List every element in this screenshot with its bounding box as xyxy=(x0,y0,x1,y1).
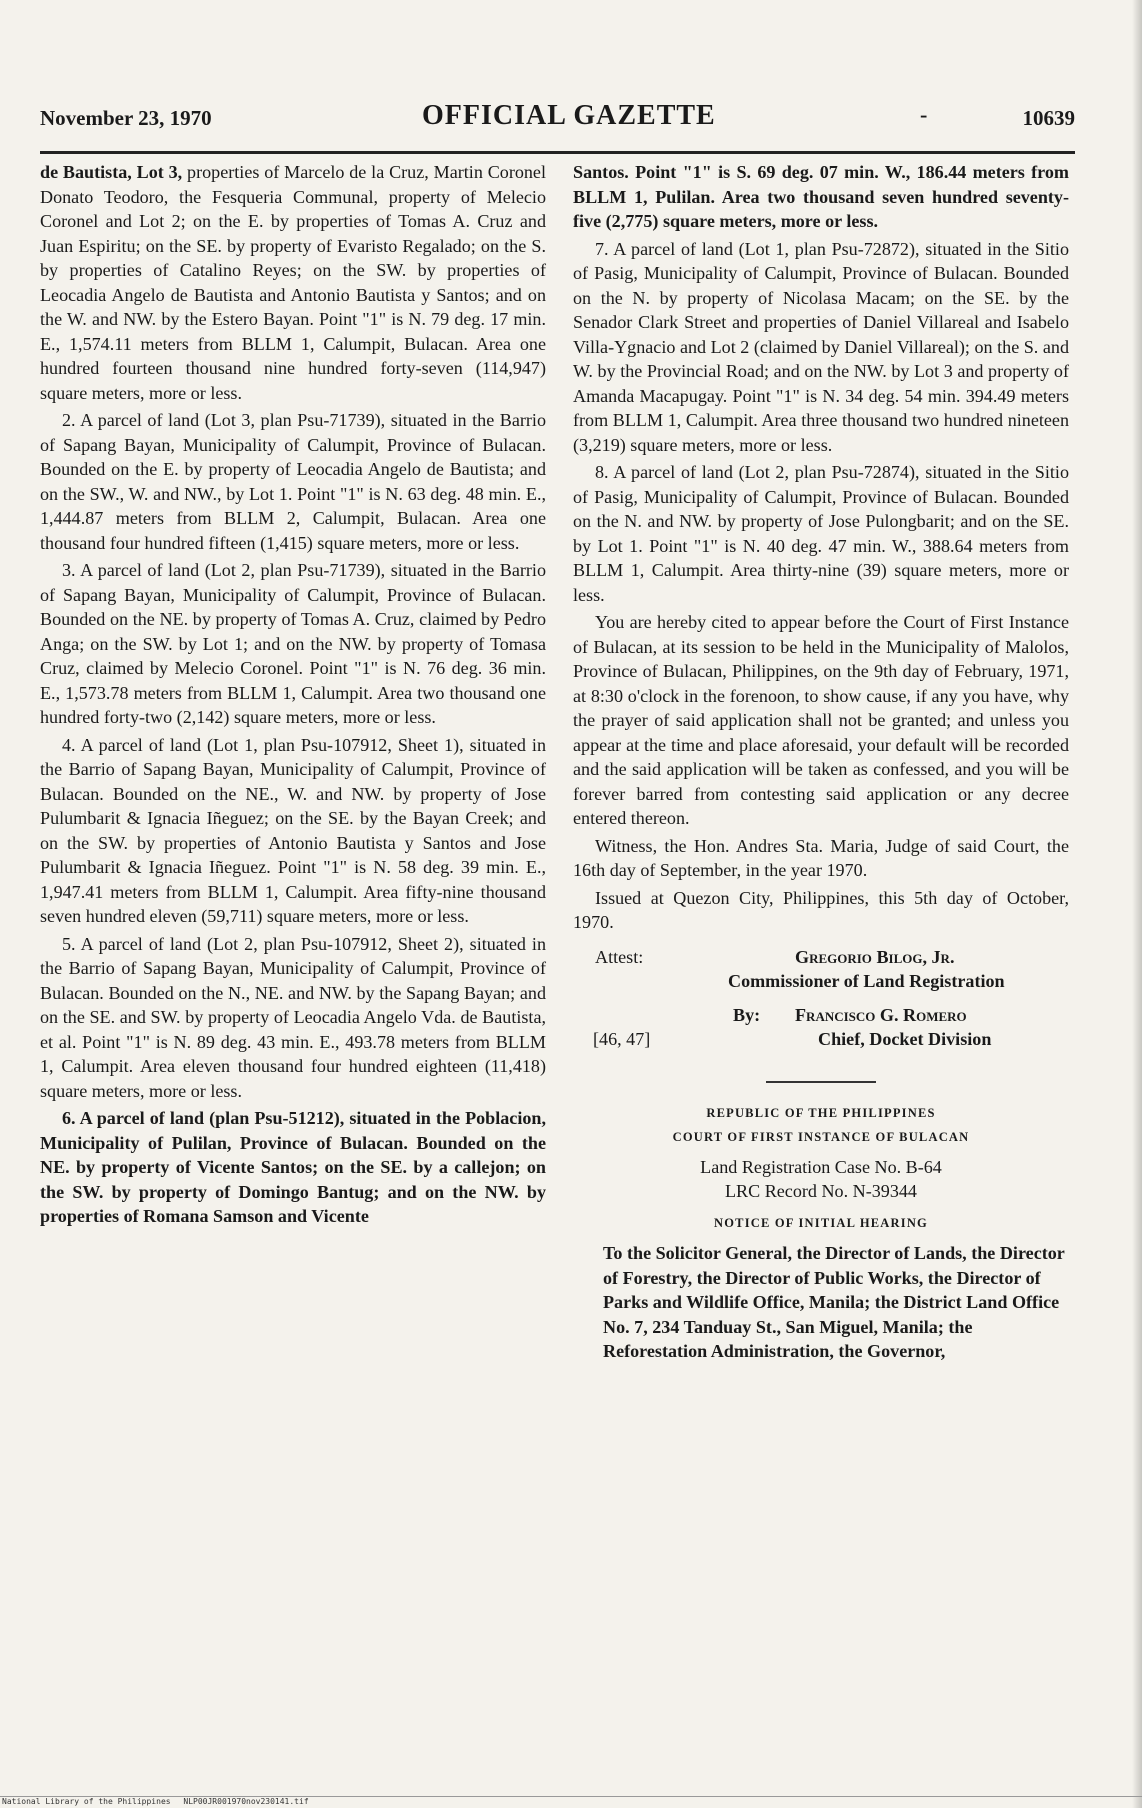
paragraph: 4. A parcel of land (Lot 1, plan Psu-107912, Sheet 1), situated in the Barrio of Sapang Bayan, Municipality of Calumpit, Province of Bulacan. Bounded on the NE., W. and NW. by property of Jose Pulumbarit & Ignacia Iñeguez; on the SE. by the Bayan Creek; and on the SW. by properties of Antonio Bautista y Santos and Jose Pulumbarit & Ignacia Iñeguez. Point "1" is N. 58 deg. 39 min. E., 1,947.41 meters from BLLM 1, Calumpit. Area fifty-nine thousand seven hundred eleven (59,711) square meters, more or less. xyxy=(40,734,546,926)
left-column xyxy=(40,160,546,1232)
paragraph: Witness, the Hon. Andres Sta. Maria, Judge of said Court, the 16th day of September, in the year 1970. xyxy=(573,835,1069,880)
page-header xyxy=(40,100,1075,140)
paragraph: Issued at Quezon City, Philippines, this 5th day of October, 1970. xyxy=(573,887,1069,932)
by-block xyxy=(573,1003,1069,1055)
issue-date: November 23, 1970 xyxy=(40,106,212,130)
paragraph: 7. A parcel of land (Lot 1, plan Psu-72872), situated in the Sitio of Pasig, Municipality of Calumpit, Province of Bulacan. Bounded on the N. by property of Nicolasa Macam; on the SE. by the Senador Clark Street and properties of Daniel Villareal and Isabelo Villa-Ygnacio and Lot 2 (claimed by Daniel Villareal); on the S. and W. by the Provincial Road; and on the NW. by Lot 3 and property of Amanda Macapugay. Point "1" is N. 34 deg. 54 min. 394.49 meters from BLLM 1, Calumpit. Area three thousand two hundred nineteen (3,219) square meters, more or less. xyxy=(573,238,1069,455)
paragraph: 8. A parcel of land (Lot 2, plan Psu-72874), situated in the Sitio of Pasig, Municipality of Calumpit, Province of Bulacan. Bounded on the N. and NW. by property of Jose Pulongbarit; and on the SE. by Lot 1. Point "1" is N. 40 deg. 47 min. W., 388.64 meters from BLLM 1, Calumpit. Area thirty-nine (39) square meters, more or less. xyxy=(573,462,1069,605)
paragraph: 3. A parcel of land (Lot 2, plan Psu-71739), situated in the Barrio of Sapang Bayan, Municipality of Calumpit, Province of Bulacan. Bounded on the NE. by property of Tomas A. Cruz, claimed by Pedro Anga; on the SW. by Lot 1; and on the NW. by property of Tomasa Cruz, claimed by Melecio Coronel. Point "1" is N. 76 deg. 36 min. E., 1,573.78 meters from BLLM 1, Calumpit. Area two thousand one hundred forty-two (2,142) square meters, more or less. xyxy=(40,560,546,727)
by-role: Chief, Docket Division xyxy=(818,1028,992,1049)
page-number: 10639 xyxy=(1022,106,1075,130)
paragraph: Santos. Point "1" is S. 69 deg. 07 min. W., 186.44 meters from BLLM 1, Pulilan. Area two thousand seven hundred seventy-five (2,775) square meters, more or less. xyxy=(573,162,1069,231)
paragraph: You are hereby cited to appear before the Court of First Instance of Bulacan, at its session to be held in the Municipality of Malolos, Province of Bulacan, Philippines, on the 9th day of February, 1971, at 8:30 o'clock in the forenoon, to show cause, if any you have, why the prayer of said application shall not be granted; and unless you appear at the time and place aforesaid, your default will be recorded and the said application will be taken as confessed, and you will be forever barred from contesting said application or any decree entered thereon. xyxy=(573,612,1069,828)
paragraph-text: properties of Marcelo de la Cruz, Martin Coronel Donato Teodoro, the Fesqueria Communal, property of Melecio Coronel and Lot 2; on the E. by properties of Tomas A. Cruz and Juan Espiritu; on the SE. by property of Evaristo Regalado; on the S. by properties of Catalino Reyes; on the SW. by properties of Leocadia Angelo de Bautista and Antonio Bautista y Santos; and on the W. and NW. by the Estero Bayan. Point "1" is N. 79 deg. 17 min. E., 1,574.11 meters from BLLM 1, Calumpit, Bulacan. Area one hundred fourteen thousand nine hundred forty-seven (114,947) square meters, more or less. xyxy=(40,162,546,403)
reference-number: [46, 47] xyxy=(593,1028,651,1049)
attest-label: Attest: xyxy=(595,946,644,967)
court-heading: COURT OF FIRST INSTANCE OF BULACAN xyxy=(672,1129,970,1144)
paragraph: 6. A parcel of land (plan Psu-51212), situated in the Poblacion, Municipality of Pulilan, Province of Bulacan. Bounded on the NE. by property of Vicente Santos; on the SE. by a callejon; on the SW. by property of Domingo Bantug; and on the NW. by properties of Romana Samson and Vicente xyxy=(40,1108,546,1226)
attest-role: Commissioner of Land Registration xyxy=(728,970,1005,991)
attest-name: Gregorio Bilog, Jr. xyxy=(795,946,955,967)
file-name: NLP00JR001970nov230141.tif xyxy=(183,1797,309,1806)
scan-footer xyxy=(0,1796,1142,1806)
paragraph: 2. A parcel of land (Lot 3, plan Psu-71739), situated in the Barrio of Sapang Bayan, Municipality of Calumpit, Province of Bulacan. Bounded on the E. by property of Leocadia Angelo de Bautista; and on the SW., W. and NW., by Lot 1. Point "1" is N. 63 deg. 48 min. E., 1,444.87 meters from BLLM 2, Calumpit, Bulacan. Area one thousand four hundred fifteen (1,415) square meters, more or less. xyxy=(40,410,546,553)
page-edge-shadow xyxy=(1132,0,1142,1808)
paragraph: 5. A parcel of land (Lot 2, plan Psu-107912, Sheet 2), situated in the Barrio of Sapang Bayan, Municipality of Calumpit, Province of Bulacan. Bounded on the N., NE. and NW. by the Sapang Bayan; and on the SE. and SW. by property of Leocadia Angelo Vda. de Bautista, et al. Point "1" is N. 89 deg. 43 min. E., 493.78 meters from BLLM 1, Calumpit. Area eleven thousand four hundred eighteen (11,418) square meters, more or less. xyxy=(40,933,546,1101)
header-rule xyxy=(40,151,1075,154)
section-divider xyxy=(766,1081,876,1083)
by-name: Francisco G. Romero xyxy=(795,1004,967,1025)
library-credit: National Library of the Philippines xyxy=(2,1797,171,1806)
republic-heading: REPUBLIC OF THE PHILIPPINES xyxy=(706,1105,936,1120)
case-number: Land Registration Case No. B-64 xyxy=(700,1156,942,1177)
by-label: By: xyxy=(733,1004,761,1025)
right-column xyxy=(573,160,1069,1367)
paragraph xyxy=(40,160,546,405)
publication-title: OFFICIAL GAZETTE xyxy=(422,100,716,131)
header-mark: - xyxy=(920,102,928,127)
attest-block xyxy=(573,945,1069,989)
notice-title: NOTICE OF INITIAL HEARING xyxy=(714,1215,928,1230)
addressees: To the Solicitor General, the Director of Lands, the Director of Forestry, the Director of Public Works, the Director of Parks and Wildlife Office, Manila; the District Land Office No. 7, 234 Tanduay St., San Miguel, Manila; the Reforestation Administration, the Governor, xyxy=(603,1243,1065,1361)
lrc-record: LRC Record No. N-39344 xyxy=(725,1180,917,1201)
bold-lead: de Bautista, Lot 3, xyxy=(40,162,183,182)
